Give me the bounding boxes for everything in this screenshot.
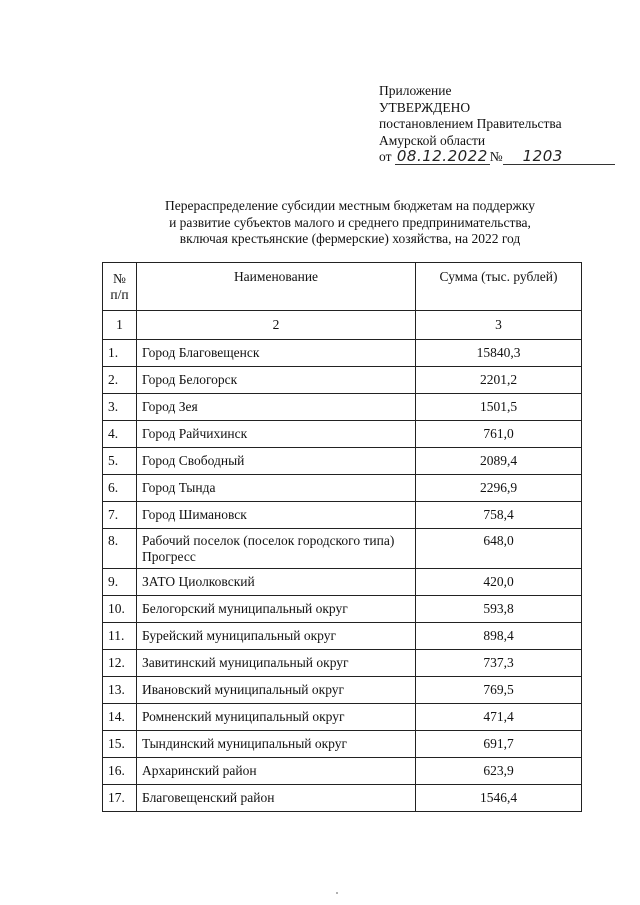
row-sum: 648,0 xyxy=(416,529,582,569)
row-number: 5. xyxy=(103,448,137,475)
row-sum: 471,4 xyxy=(416,704,582,731)
table-row xyxy=(103,677,582,704)
table-row xyxy=(103,731,582,758)
row-sum: 420,0 xyxy=(416,569,582,596)
row-sum: 2089,4 xyxy=(416,448,582,475)
document-title xyxy=(120,198,580,248)
number-sign: № xyxy=(489,149,503,164)
table-row xyxy=(103,569,582,596)
table-row xyxy=(103,340,582,367)
row-sum: 1546,4 xyxy=(416,785,582,812)
row-number: 2. xyxy=(103,367,137,394)
row-number: 1. xyxy=(103,340,137,367)
row-name: Город Белогорск xyxy=(137,367,416,394)
table-row xyxy=(103,758,582,785)
table-row xyxy=(103,623,582,650)
header-name: Наименование xyxy=(137,263,416,311)
row-sum: 593,8 xyxy=(416,596,582,623)
row-name: Архаринский район xyxy=(137,758,416,785)
row-name: Бурейский муниципальный округ xyxy=(137,623,416,650)
table-row xyxy=(103,448,582,475)
approval-approved: УТВЕРЖДЕНО xyxy=(379,99,471,115)
row-number: 14. xyxy=(103,704,137,731)
table-row xyxy=(103,502,582,529)
row-number: 8. xyxy=(103,529,137,569)
number-handwritten: 1203 xyxy=(503,149,615,165)
row-name: Белогорский муниципальный округ xyxy=(137,596,416,623)
row-sum: 758,4 xyxy=(416,502,582,529)
row-name: Ивановский муниципальный округ xyxy=(137,677,416,704)
row-number: 7. xyxy=(103,502,137,529)
row-number: 12. xyxy=(103,650,137,677)
approval-decree: постановлением Правительства xyxy=(379,116,562,131)
row-number: 11. xyxy=(103,623,137,650)
row-name: Благовещенский район xyxy=(137,785,416,812)
row-name: Город Благовещенск xyxy=(137,340,416,367)
row-sum: 769,5 xyxy=(416,677,582,704)
table-row xyxy=(103,704,582,731)
table-row xyxy=(103,529,582,569)
row-number: 3. xyxy=(103,394,137,421)
table-row xyxy=(103,394,582,421)
scan-speck xyxy=(336,892,338,894)
row-number: 9. xyxy=(103,569,137,596)
row-name: Город Райчихинск xyxy=(137,421,416,448)
row-sum: 761,0 xyxy=(416,421,582,448)
row-sum: 1501,5 xyxy=(416,394,582,421)
row-name: ЗАТО Циолковский xyxy=(137,569,416,596)
column-number-row xyxy=(103,311,582,340)
row-sum: 15840,3 xyxy=(416,340,582,367)
row-name: Завитинский муниципальный округ xyxy=(137,650,416,677)
row-number: 10. xyxy=(103,596,137,623)
approval-region: Амурской области xyxy=(379,132,486,148)
row-name: Рабочий поселок (поселок городского типа) Прогресс xyxy=(137,529,416,569)
table-row xyxy=(103,367,582,394)
row-name: Ромненский муниципальный округ xyxy=(137,704,416,731)
col-number-1: 1 xyxy=(103,311,137,340)
approval-date-line xyxy=(379,149,615,166)
row-name: Город Шимановск xyxy=(137,502,416,529)
row-number: 15. xyxy=(103,731,137,758)
row-sum: 898,4 xyxy=(416,623,582,650)
subsidy-table xyxy=(102,262,582,812)
row-name: Город Свободный xyxy=(137,448,416,475)
row-sum: 2296,9 xyxy=(416,475,582,502)
row-name: Город Зея xyxy=(137,394,416,421)
table-header-row xyxy=(103,263,582,311)
col-number-3: 3 xyxy=(416,311,582,340)
row-name: Город Тында xyxy=(137,475,416,502)
title-line-2: и развитие субъектов малого и среднего предпринимательства, xyxy=(169,214,531,230)
row-sum: 2201,2 xyxy=(416,367,582,394)
header-sum: Сумма (тыс. рублей) xyxy=(416,263,582,311)
row-number: 4. xyxy=(103,421,137,448)
title-line-3: включая крестьянские (фермерские) хозяйства, на 2022 год xyxy=(179,231,521,246)
row-name: Тындинский муниципальный округ xyxy=(137,731,416,758)
header-num: № п/п xyxy=(103,263,137,311)
row-number: 16. xyxy=(103,758,137,785)
row-sum: 691,7 xyxy=(416,731,582,758)
date-prefix: от xyxy=(379,149,392,164)
row-sum: 623,9 xyxy=(416,758,582,785)
col-number-2: 2 xyxy=(137,311,416,340)
table-row xyxy=(103,421,582,448)
row-number: 13. xyxy=(103,677,137,704)
date-handwritten: 08.12.2022 xyxy=(396,147,488,165)
title-line-1: Перераспределение субсидии местным бюджетам на поддержку xyxy=(165,198,535,213)
row-number: 17. xyxy=(103,785,137,812)
approval-block xyxy=(379,83,615,166)
table-row xyxy=(103,785,582,812)
table-row xyxy=(103,650,582,677)
row-sum: 737,3 xyxy=(416,650,582,677)
row-number: 6. xyxy=(103,475,137,502)
table-row xyxy=(103,596,582,623)
approval-appendix: Приложение xyxy=(379,83,452,98)
table-row xyxy=(103,475,582,502)
